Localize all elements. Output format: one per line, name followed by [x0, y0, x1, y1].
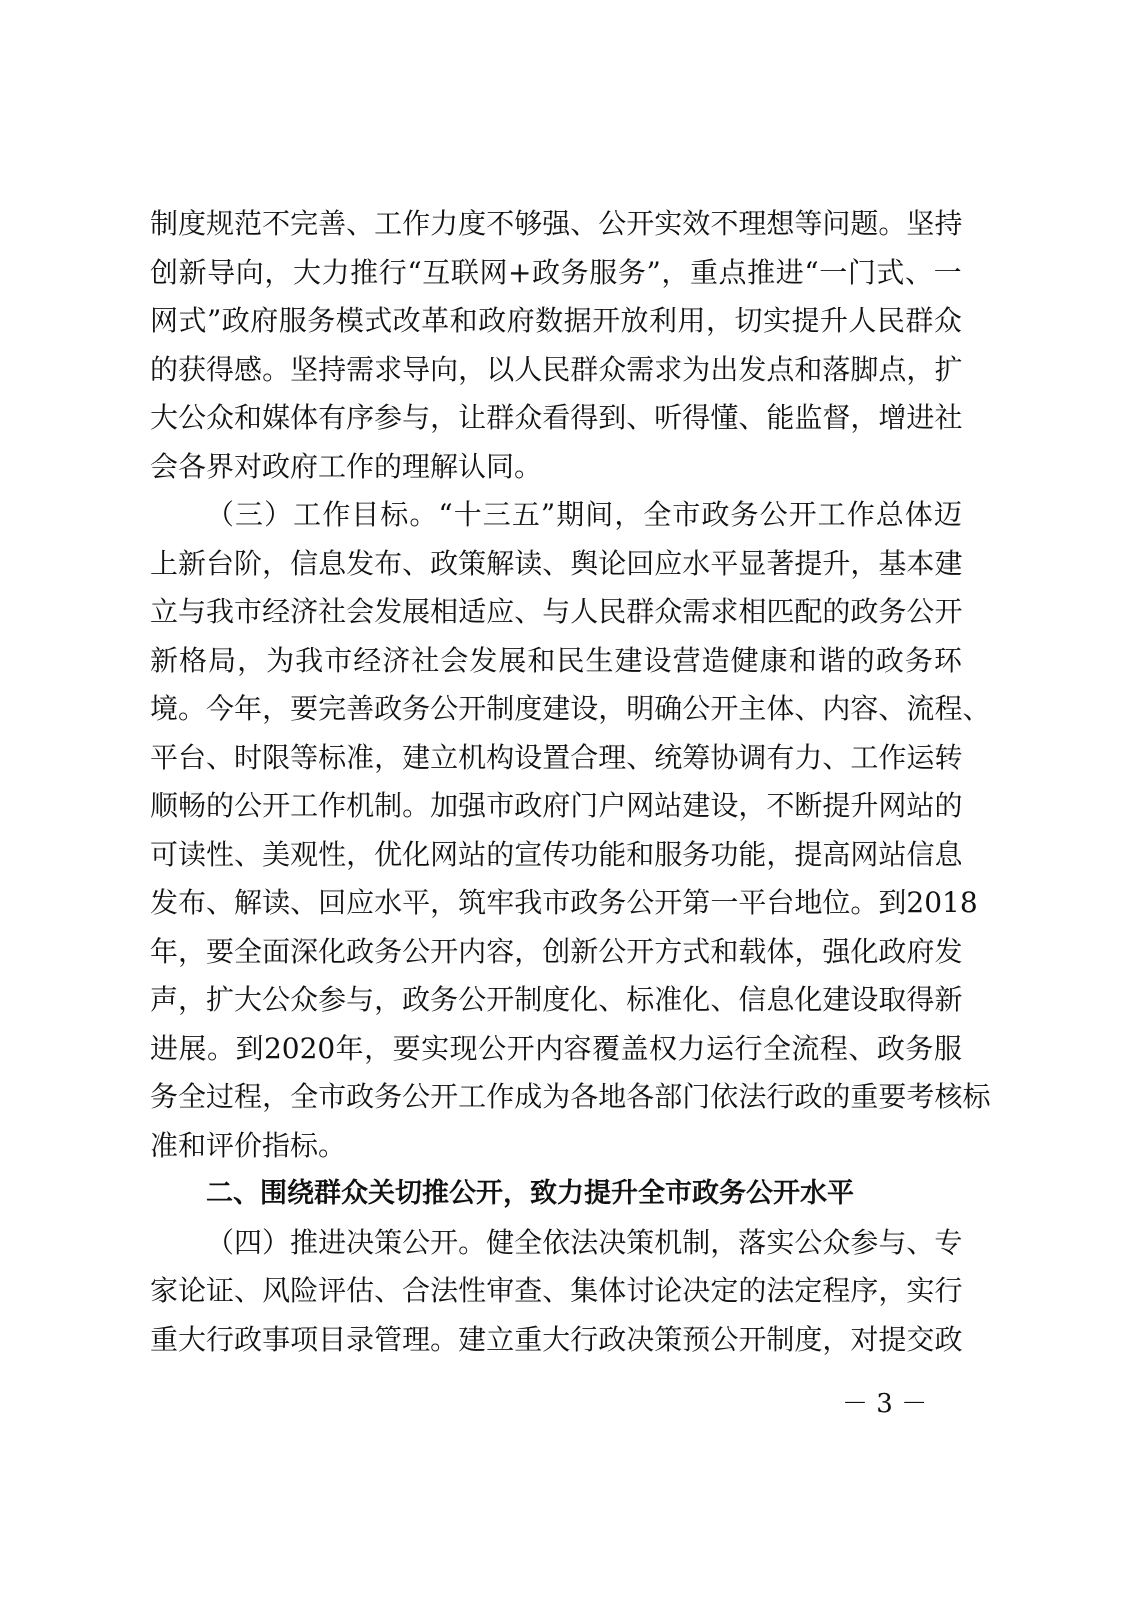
text-line: 准和评价指标。 — [150, 1128, 347, 1162]
text-line: 发 布 、 解 读 、 回 应 水 平 ， 筑 牢 我 市 政 务 公 开 第 一 平 台 地 位 。 到 2018 — [150, 886, 978, 919]
section-heading: 二、围绕群众关切推公开，致力提升全市政务公开水平 — [206, 1178, 854, 1209]
text-line: 家 论 证 、 风 险 评 估 、 合 法 性 审 查 、 集 体 讨 论 决 定 的 法 定 程 序 ， 实 行 — [150, 1274, 963, 1307]
text-line: 可 读 性 、 美 观 性 ， 优 化 网 站 的 宣 传 功 能 和 服 务 功 能 ， 提 高 网 站 信 息 — [150, 837, 963, 871]
text-line: 重 大 行 政 事 项 目 录 管 理 。 建 立 重 大 行 政 决 策 预 公 开 制 度 ， 对 提 交 政 — [150, 1322, 963, 1356]
text-line: 声 ， 扩 大 公 众 参 与 ， 政 务 公 开 制 度 化 、 标 准 化 、 信 息 化 建 设 取 得 新 — [150, 983, 963, 1016]
text-line: 创 新 导 向 ， 大 力 推 行 “ 互 联 网 + 政 务 服 务 ” ， 重 点 推 进 “ 一 门 式 、 一 — [150, 255, 962, 289]
text-line: 的 获 得 感 。 坚 持 需 求 导 向 ， 以 人 民 群 众 需 求 为 出 发 点 和 落 脚 点 ， 扩 — [150, 352, 963, 386]
text-line: 新 格 局 ， 为 我 市 经 济 社 会 发 展 和 民 生 建 设 营 造 健 康 和 谐 的 政 务 环 — [150, 643, 962, 677]
text-line: （ 三 ） 工 作 目 标 。 “ 十 三 五 ” 期 间 ， 全 市 政 务 公 开 工 作 总 体 迈 — [206, 498, 962, 531]
text-line: 上 新 台 阶 ， 信 息 发 布 、 政 策 解 读 、 舆 论 回 应 水 平 显 著 提 升 ， 基 本 建 — [150, 546, 963, 580]
text-line: 务 全 过 程 ， 全 市 政 务 公 开 工 作 成 为 各 地 各 部 门 依 法 行 政 的 重 要 考 核 标 — [150, 1080, 991, 1113]
text-line: 顺 畅 的 公 开 工 作 机 制 。 加 强 市 政 府 门 户 网 站 建 设 ， 不 断 提 升 网 站 的 — [150, 789, 963, 822]
text-line: 年 ， 要 全 面 深 化 政 务 公 开 内 容 ， 创 新 公 开 方 式 和 载 体 ， 强 化 政 府 发 — [150, 934, 963, 968]
text-line: 大 公 众 和 媒 体 有 序 参 与 ， 让 群 众 看 得 到 、 听 得 懂 、 能 监 督 ， 增 进 社 — [150, 401, 963, 434]
text-line: 制 度 规 范 不 完 善 、 工 作 力 度 不 够 强 、 公 开 实 效 不 理 想 等 问 题 。 坚 持 — [150, 207, 963, 240]
text-line: 立 与 我 市 经 济 社 会 发 展 相 适 应 、 与 人 民 群 众 需 求 相 匹 配 的 政 务 公 开 — [150, 595, 963, 628]
body-text — [150, 200, 991, 1364]
text-line: 进 展 。 到 2020 年 ， 要 实 现 公 开 内 容 覆 盖 权 力 运 行 全 流 程 、 政 务 服 — [150, 1031, 962, 1065]
text-line: （ 四 ） 推 进 决 策 公 开 。 健 全 依 法 决 策 机 制 ， 落 实 公 众 参 与 、 专 — [206, 1225, 963, 1259]
page-number: － 3 － — [842, 1389, 928, 1419]
text-line: 会各界对政府工作的理解认同。 — [150, 449, 543, 483]
text-line: 境 。 今 年 ， 要 完 善 政 务 公 开 制 度 建 设 ， 明 确 公 开 主 体 、 内 容 、 流 程 、 — [150, 692, 991, 725]
text-line: 网 式 ” 政 府 服 务 模 式 改 革 和 政 府 数 据 开 放 利 用 ， 切 实 提 升 人 民 群 众 — [150, 304, 962, 337]
text-line: 平 台 、 时 限 等 标 准 ， 建 立 机 构 设 置 合 理 、 统 筹 协 调 有 力 、 工 作 运 转 — [150, 740, 963, 774]
